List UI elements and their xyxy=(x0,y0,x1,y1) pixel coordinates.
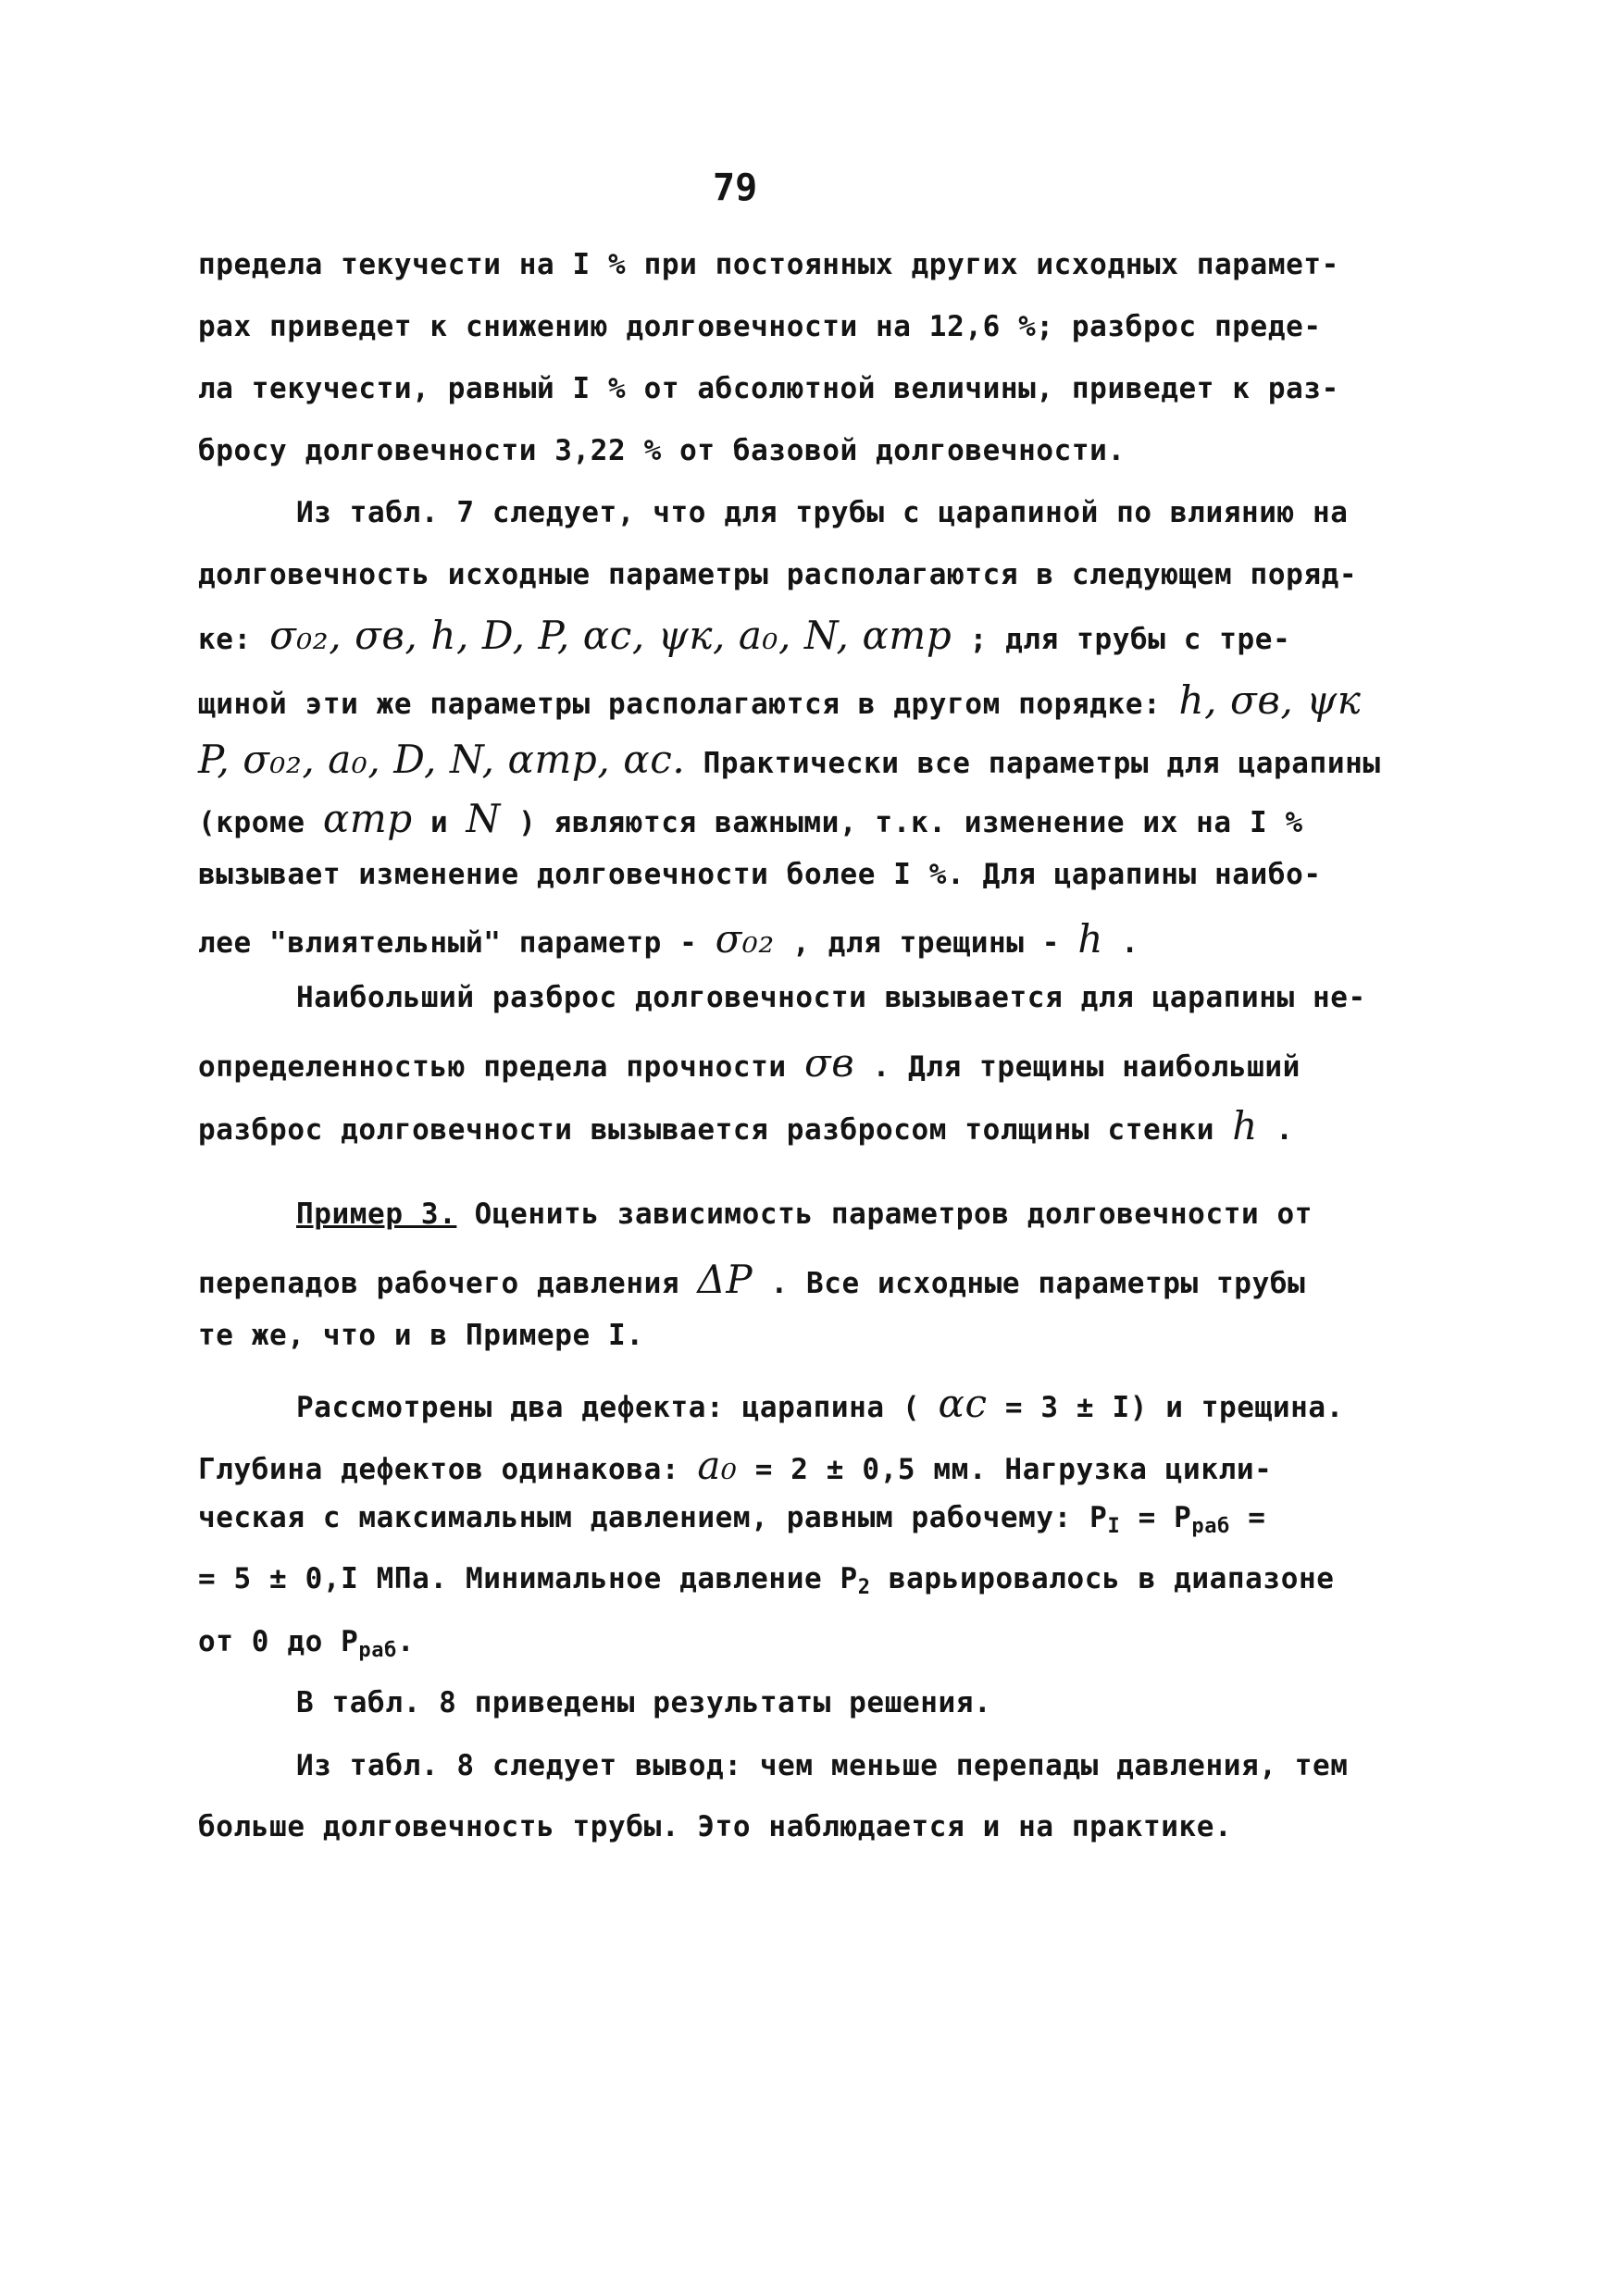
formula: σ₀₂, σв, h, D, P, αс, ψк, a₀, N, αтр xyxy=(269,613,952,658)
text-line: Наибольший разброс долговечности вызывается для царапины не- xyxy=(296,981,1366,1014)
formula: h xyxy=(1232,1103,1258,1148)
text-line: ческая с максимальным давлением, равным рабочему: $P_I = P_{раб}$ = xyxy=(198,1501,1266,1538)
page-number: 79 xyxy=(713,167,758,209)
formula: αс xyxy=(938,1381,988,1426)
text-line: Из табл. 8 следует вывод: чем меньше перепады давления, тем xyxy=(296,1749,1349,1782)
formula: a₀ xyxy=(697,1443,738,1488)
text-line: Из табл. 7 следует, что для трубы с царапиной по влиянию на xyxy=(296,496,1349,529)
text-line: = 5 ± 0,I МПа. Минимальное давление $P_2$ варьировалось в диапазоне xyxy=(198,1562,1335,1599)
text-line: разброс долговечности вызывается разбросом толщины стенки h . xyxy=(198,1103,1294,1148)
example-heading: Пример 3. xyxy=(296,1198,457,1231)
text-line: больше долговечность трубы. Это наблюдается и на практике. xyxy=(198,1810,1233,1843)
text-line: перепадов рабочего давления ΔP . Все исходные параметры трубы xyxy=(198,1257,1306,1302)
text-line: щиной эти же параметры располагаются в другом порядке: h, σв, ψк xyxy=(198,677,1362,723)
formula: σ₀₂ xyxy=(715,916,775,962)
text-line: ке: σ₀₂, σв, h, D, P, αс, ψк, a₀, N, αтр ; для трубы с тре- xyxy=(198,613,1291,658)
text-line: ла текучести, равный I % от абсолютной величины, приведет к раз- xyxy=(198,372,1339,405)
formula: σв xyxy=(803,1040,855,1086)
text-line: предела текучести на I % при постоянных других исходных парамет- xyxy=(198,248,1339,281)
text-line: вызывает изменение долговечности более I %. Для царапины наибо- xyxy=(198,858,1322,891)
text-line: те же, что и в Примере I. xyxy=(198,1319,644,1352)
text-line: бросу долговечности 3,22 % от базовой долговечности. xyxy=(198,434,1126,467)
text-line: Глубина дефектов одинакова: a₀ = 2 ± 0,5 мм. Нагрузка цикли- xyxy=(198,1443,1273,1488)
text-line: P, σ₀₂, a₀, D, N, αтр, αс. Практически все параметры для царапины xyxy=(198,737,1381,782)
formula: P, σ₀₂, a₀, D, N, αтр, αс. xyxy=(198,737,686,782)
formula: αтр xyxy=(322,796,413,841)
text-line: лее "влиятельный" параметр - σ₀₂ , для трещины - h . xyxy=(198,916,1139,962)
text-line: Пример 3. Оценить зависимость параметров долговечности от xyxy=(296,1198,1313,1231)
text-line: определенностью предела прочности σв . Для трещины наибольший xyxy=(198,1040,1301,1086)
formula: ΔP xyxy=(697,1257,753,1302)
text-line: долговечность исходные параметры располагаются в следующем поряд- xyxy=(198,558,1358,591)
text-line: от 0 до $P_{раб}$. xyxy=(198,1625,416,1662)
formula: h, σв, ψк xyxy=(1178,677,1362,723)
text-line: В табл. 8 приведены результаты решения. xyxy=(296,1686,992,1719)
formula: N xyxy=(466,796,501,841)
text-line: Рассмотрены два дефекта: царапина ( αс = 3 ± I) и трещина. xyxy=(296,1381,1344,1426)
text-line: рах приведет к снижению долговечности на 12,6 %; разброс преде- xyxy=(198,310,1322,343)
text-line: (кроме αтр и N ) являются важными, т.к. изменение их на I % xyxy=(198,796,1303,841)
formula: h xyxy=(1077,916,1103,962)
